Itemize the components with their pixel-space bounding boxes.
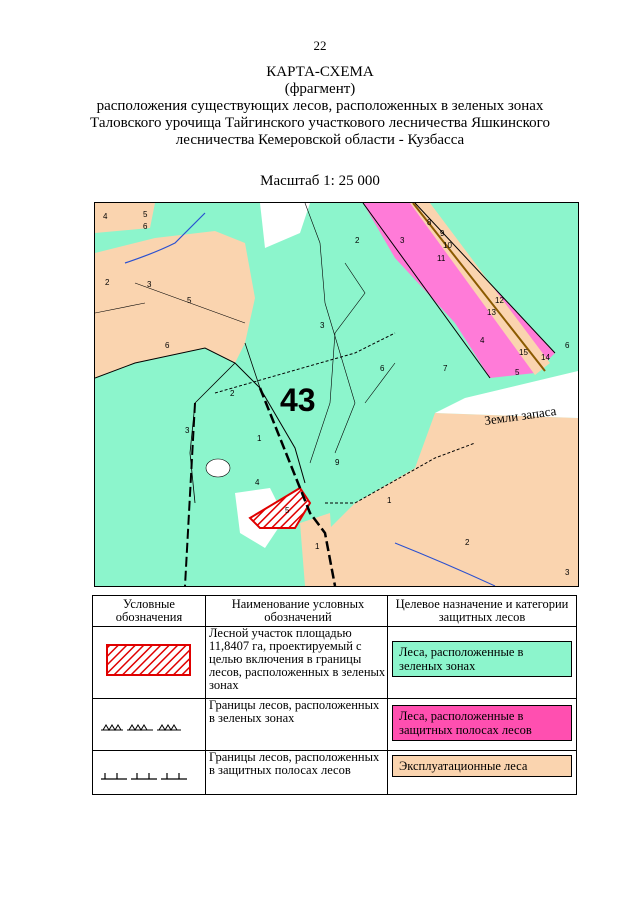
subplot-label: 12 xyxy=(495,296,504,305)
map-scale: Масштаб 1: 25 000 xyxy=(260,173,380,189)
subplot-label: 1 xyxy=(315,542,320,551)
title-line-3: расположения существующих лесов, расположенных в зеленых зонах xyxy=(96,98,544,114)
green-zone-boundary-icon xyxy=(93,699,205,747)
legend-name-green-boundary: Границы лесов, расположенных в зеленых зонах xyxy=(206,699,388,751)
subplot-label: 6 xyxy=(143,222,148,231)
clearing-lake xyxy=(206,459,230,477)
subplot-label: 2 xyxy=(355,236,360,245)
category-green-box: Леса, расположенные в зеленых зонах xyxy=(392,641,572,677)
subplot-label: 6 xyxy=(565,341,570,350)
subplot-label: 4 xyxy=(480,336,485,345)
subplot-label: 9 xyxy=(440,229,445,238)
legend-symbol-protective-boundary xyxy=(93,751,206,795)
subplot-label: 9 xyxy=(335,458,340,467)
legend-header-names: Наименование условных обозначений xyxy=(206,596,388,627)
subplot-label: 2 xyxy=(465,538,470,547)
map-frame[interactable] xyxy=(94,202,579,587)
subplot-label: 3 xyxy=(400,236,405,245)
legend-table xyxy=(92,595,577,795)
subplot-label: 2 xyxy=(105,278,110,287)
subplot-label: 1 xyxy=(257,434,262,443)
subplot-label: 15 xyxy=(519,348,528,357)
legend-category-protective xyxy=(388,699,577,751)
subplot-label: 5 xyxy=(143,210,148,219)
subplot-label: 2 xyxy=(230,389,235,398)
protective-boundary-icon xyxy=(93,751,205,791)
subplot-label: 5 xyxy=(285,506,290,515)
subplot-label: 3 xyxy=(147,280,152,289)
subplot-label: 5 xyxy=(187,296,192,305)
category-exploitation-box: Эксплуатационные леса xyxy=(392,755,572,777)
subplot-label: 5 xyxy=(515,368,520,377)
legend-category-green xyxy=(388,627,577,699)
title-line-2: (фрагмент) xyxy=(284,81,356,97)
subplot-label: 3 xyxy=(320,321,325,330)
title-line-1: КАРТА-СХЕМА xyxy=(266,64,374,80)
legend-symbol-parcel xyxy=(93,627,206,699)
legend-header-purpose: Целевое назначение и категории защитных лесов xyxy=(388,596,577,627)
legend-header-symbols: Условные обозначения xyxy=(93,596,206,627)
legend-name-parcel: Лесной участок площадью 11,8407 га, проектируемый с целью включения в границы лесов, расположенных в зеленых зонах xyxy=(206,627,388,699)
map-title xyxy=(0,64,640,149)
subplot-label: 8 xyxy=(427,218,432,227)
subplot-label: 10 xyxy=(443,241,452,250)
subplot-label: 13 xyxy=(487,308,496,317)
subplot-label: 4 xyxy=(103,212,108,221)
title-line-4: Таловского урочища Тайгинского участкового лесничества Яшкинского xyxy=(90,115,550,131)
subplot-label: 6 xyxy=(165,341,170,350)
subplot-label: 11 xyxy=(437,254,446,263)
map-canvas xyxy=(95,203,578,586)
reserve-land-label: Земли запаса xyxy=(483,403,558,428)
legend-category-exploitation xyxy=(388,751,577,795)
subplot-label: 3 xyxy=(185,426,190,435)
subplot-label: 3 xyxy=(565,568,570,577)
subplot-label: 7 xyxy=(443,364,448,373)
legend-name-protective-boundary: Границы лесов, расположенных в защитных полосах лесов xyxy=(206,751,388,795)
subplot-label: 4 xyxy=(255,478,260,487)
subplot-label: 1 xyxy=(387,496,392,505)
legend-symbol-green-boundary xyxy=(93,699,206,751)
subplot-label: 6 xyxy=(380,364,385,373)
hatched-parcel-icon xyxy=(93,627,205,695)
category-protective-box: Леса, расположенные в защитных полосах лесов xyxy=(392,705,572,741)
subplot-label: 14 xyxy=(541,353,550,362)
title-line-5: лесничества Кемеровской области - Кузбасса xyxy=(175,132,465,148)
block-number: 43 xyxy=(280,382,316,418)
page-number: 22 xyxy=(313,38,327,53)
